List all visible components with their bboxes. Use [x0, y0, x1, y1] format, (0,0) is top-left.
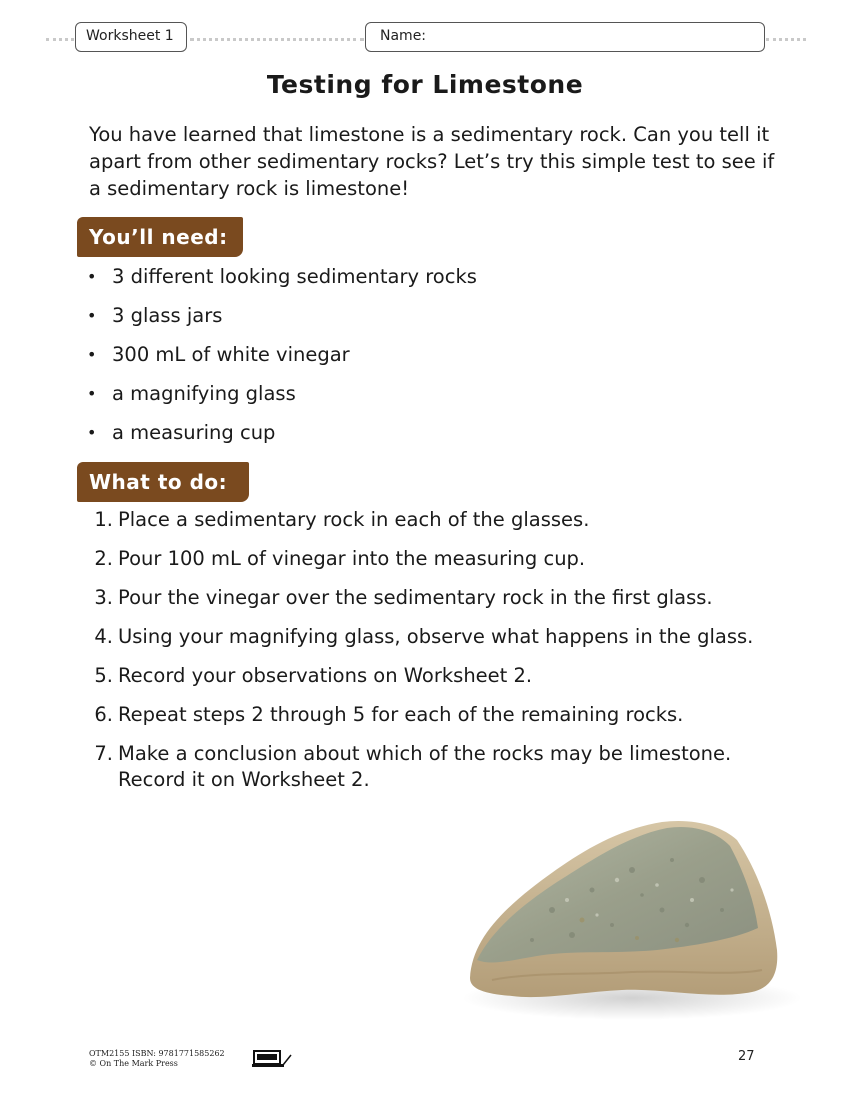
step-item	[89, 663, 779, 689]
step-text: Using your magnifying glass, observe what happens in the glass.	[118, 625, 754, 648]
dotted-rule-right	[766, 38, 806, 41]
step-text: Pour the vinegar over the sedimentary rock in the first glass.	[118, 586, 713, 609]
list-item-text: 3 glass jars	[112, 304, 223, 327]
page-number: 27	[738, 1049, 755, 1064]
footer-publisher-info	[89, 1049, 225, 1069]
list-item	[87, 263, 687, 302]
needs-list	[87, 263, 687, 458]
intro-paragraph: You have learned that limestone is a sedimentary rock. Can you tell it apart from other sedimentary rocks? Let’s try this simple test to see if a sedimentary rock is limestone!	[89, 123, 775, 200]
step-text: Pour 100 mL of vinegar into the measuring cup.	[118, 547, 586, 570]
step-item	[89, 507, 779, 533]
step-text: Repeat steps 2 through 5 for each of the remaining rocks.	[118, 703, 684, 726]
list-item	[87, 419, 687, 458]
steps-heading: What to do:	[77, 462, 249, 502]
step-number: 6.	[94, 703, 113, 726]
bullet-glyph: •	[87, 267, 97, 286]
list-item-text: a measuring cup	[112, 421, 276, 444]
step-text: Place a sedimentary rock in each of the glasses.	[118, 508, 590, 531]
step-number: 1.	[94, 508, 113, 531]
step-number: 4.	[94, 625, 113, 648]
list-item	[87, 302, 687, 341]
limestone-rock-image	[432, 800, 812, 1030]
laptop-pencil-icon	[252, 1049, 292, 1069]
footer-copyright: © On The Mark Press	[89, 1059, 178, 1068]
step-item	[89, 624, 779, 650]
list-item	[87, 380, 687, 419]
step-item	[89, 741, 779, 793]
step-item	[89, 702, 779, 728]
step-number: 3.	[94, 586, 113, 609]
worksheet-label: Worksheet 1	[75, 22, 187, 52]
steps-list	[89, 507, 779, 806]
step-number: 5.	[94, 664, 113, 687]
step-item	[89, 585, 779, 611]
step-text: Record your observations on Worksheet 2.	[118, 664, 533, 687]
name-field[interactable]	[365, 22, 765, 52]
list-item-text: a magnifying glass	[112, 382, 296, 405]
list-item-text: 300 mL of white vinegar	[112, 343, 350, 366]
bullet-glyph: •	[87, 345, 97, 364]
bullet-glyph: •	[87, 423, 97, 442]
step-number: 7.	[94, 742, 113, 765]
dotted-rule-middle	[190, 38, 364, 41]
step-item	[89, 546, 779, 572]
dotted-rule-left	[46, 38, 74, 41]
bullet-glyph: •	[87, 384, 97, 403]
list-item	[87, 341, 687, 380]
list-item-text: 3 different looking sedimentary rocks	[112, 265, 477, 288]
step-text: Make a conclusion about which of the rocks may be limestone. Record it on Worksheet 2.	[118, 742, 732, 791]
needs-heading: You’ll need:	[77, 217, 243, 257]
footer-isbn: OTM2155 ISBN: 9781771585262	[89, 1049, 225, 1058]
step-number: 2.	[94, 547, 113, 570]
page-title: Testing for Limestone	[266, 70, 584, 99]
bullet-glyph: •	[87, 306, 97, 325]
name-label: Name:	[380, 28, 427, 44]
